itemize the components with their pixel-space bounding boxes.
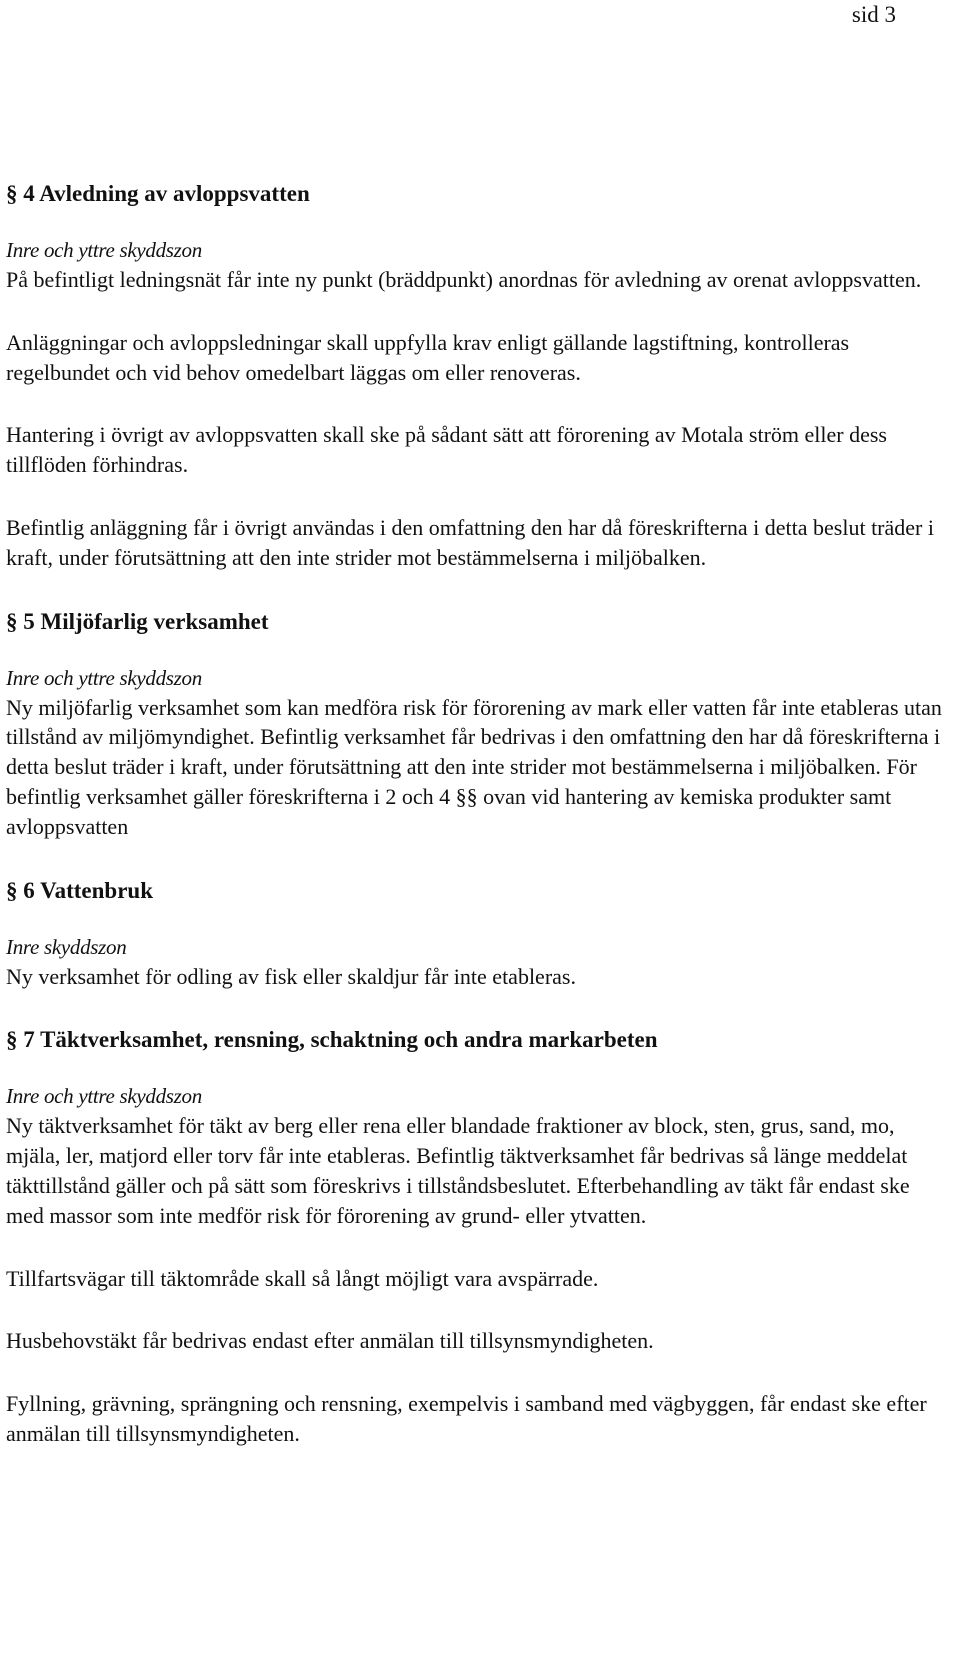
paragraph: Hantering i övrigt av avloppsvatten skall ske på sådant sätt att förorening av Motala ström eller dess tillflöden förhindras. — [6, 422, 887, 478]
zone-label: Inre skyddszon — [6, 934, 127, 959]
paragraph: Anläggningar och avloppsledningar skall uppfylla krav enligt gällande lagstiftning, kontrolleras regelbundet och vid behov omedelbart läggas om eller renoveras. — [6, 329, 850, 385]
paragraph: Husbehovstäkt får bedrivas endast efter anmälan till tillsynsmyndigheten. — [6, 1328, 654, 1354]
section-7 — [6, 1024, 950, 1448]
document-body — [6, 178, 950, 1482]
zone-label: Inre och yttre skyddszon — [6, 1084, 202, 1109]
paragraph: Ny täktverksamhet för täkt av berg eller rena eller blandade fraktioner av block, sten, grus, sand, mo, mjäla, ler, matjord eller torv får inte etableras. Befintlig täktverksamhet får bedrivas så länge meddelat täkttillstånd gäller och på sätt som föreskrivs i tillståndsbeslutet. Efterbehandling av täkt får endast ske med massor som inte medför risk för förorening av grund- eller ytvatten. — [6, 1113, 910, 1228]
paragraph: På befintligt ledningsnät får inte ny punkt (bräddpunkt) anordnas för avledning av orenat avloppsvatten. — [6, 267, 922, 292]
paragraph: Tillfartsvägar till täktområde skall så långt möjligt vara avspärrade. — [6, 1265, 599, 1291]
paragraph: Befintlig anläggning får i övrigt användas i den omfattning den har då föreskrifterna i detta beslut träder i kraft, under förutsättning att den inte strider mot bestämmelserna i miljöbalken. — [6, 514, 934, 570]
paragraph: Ny verksamhet för odling av fisk eller skaldjur får inte etableras. — [6, 963, 576, 989]
section-5 — [6, 606, 950, 842]
section-heading: § 4 Avledning av avloppsvatten — [6, 181, 310, 206]
section-heading: § 7 Täktverksamhet, rensning, schaktning och andra markarbeten — [6, 1027, 658, 1053]
section-6 — [6, 875, 950, 992]
section-heading: § 5 Miljöfarlig verksamhet — [6, 608, 269, 634]
paragraph: Ny miljöfarlig verksamhet som kan medföra risk för förorening av mark eller vatten får inte etableras utan tillstånd av miljömyndighet. Befintlig verksamhet får bedrivas i den omfattning den har då föreskrifterna i detta beslut träder i kraft, under förutsättning att den inte strider mot bestämmelserna i miljöbalken. För befintlig verksamhet gäller föreskrifterna i 2 och 4 §§ ovan vid hantering av kemiska produkter samt avloppsvatten — [6, 694, 942, 839]
zone-label: Inre och yttre skyddszon — [6, 238, 202, 262]
paragraph: Fyllning, grävning, sprängning och rensning, exempelvis i samband med vägbyggen, får endast ske efter anmälan till tillsynsmyndigheten. — [6, 1391, 927, 1446]
zone-label: Inre och yttre skyddszon — [6, 665, 202, 690]
section-4 — [6, 178, 950, 573]
section-heading: § 6 Vattenbruk — [6, 877, 153, 903]
page-number: sid 3 — [851, 2, 896, 27]
